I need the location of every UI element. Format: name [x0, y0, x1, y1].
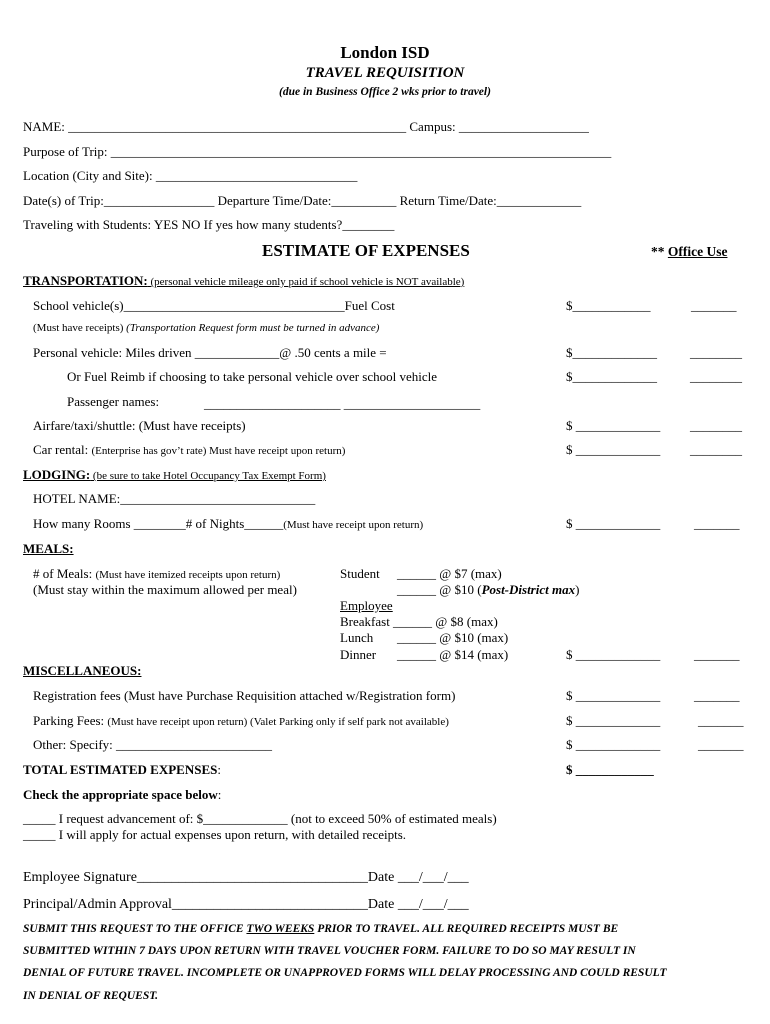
other-field[interactable]: Other: Specify: ________________________: [33, 737, 273, 752]
transportation-heading: TRANSPORTATION: (personal vehicle mileage only paid if school vehicle is NOT available): [23, 273, 465, 288]
trip-dates-field[interactable]: Date(s) of Trip:_________________ Departure Time/Date:__________ Return Time/Date:_____________: [23, 193, 582, 208]
parking-amount[interactable]: $ _____________: [566, 713, 661, 728]
rooms-nights-field[interactable]: How many Rooms ________# of Nights______(Must have receipt upon return): [33, 516, 424, 531]
name-campus-field[interactable]: NAME: ____________________________________________________ Campus: ____________________: [23, 119, 589, 134]
purpose-field[interactable]: Purpose of Trip: _____________________________________________________________________________: [23, 144, 612, 159]
misc-heading: MISCELLANEOUS:: [23, 663, 142, 678]
other-amount[interactable]: $ _____________: [566, 737, 661, 752]
footer-line-3: DENIAL OF FUTURE TRAVEL. INCOMPLETE OR UNAPPROVED FORMS WILL DELAY PROCESSING AND COULD RESULT: [23, 967, 667, 979]
lunch-label: Lunch: [340, 630, 374, 645]
car-rental-office: ________: [690, 442, 742, 457]
airfare-office: ________: [690, 418, 742, 433]
advance-heading: Check the appropriate space below:: [23, 787, 222, 802]
personal-amount[interactable]: $_____________: [566, 345, 657, 360]
breakfast-rate[interactable]: Breakfast ______ @ $8 (max): [340, 614, 498, 629]
parking-field: Parking Fees: (Must have receipt upon return) (Valet Parking only if self park not available): [33, 713, 449, 728]
lodging-amount[interactable]: $ _____________: [566, 516, 661, 531]
parking-office: _______: [698, 713, 744, 728]
students-field[interactable]: Traveling with Students: YES NO If yes how many students?________: [23, 217, 395, 232]
estimate-heading: ESTIMATE OF EXPENSES: [262, 241, 470, 260]
employee-signature-field[interactable]: Employee Signature_________________________________Date ___/___/___: [23, 870, 469, 885]
footer-line-1: SUBMIT THIS REQUEST TO THE OFFICE TWO WEEKS PRIOR TO TRAVEL. ALL REQUIRED RECEIPTS MUST BE: [23, 923, 619, 935]
dinner-rate[interactable]: ______ @ $14 (max): [397, 647, 509, 662]
due-note: (due in Business Office 2 wks prior to travel): [279, 86, 491, 98]
personal-office: ________: [690, 345, 742, 360]
form-title: TRAVEL REQUISITION: [305, 65, 465, 81]
lodging-office: _______: [694, 516, 740, 531]
student-rate-10[interactable]: ______ @ $10 (Post-District max): [397, 582, 580, 597]
airfare-field: Airfare/taxi/shuttle: (Must have receipts): [33, 418, 246, 433]
registration-amount[interactable]: $ _____________: [566, 688, 661, 703]
student-label: Student: [340, 566, 380, 581]
school-fuel-office: _______: [691, 298, 737, 313]
school-fuel-amount[interactable]: $____________: [566, 298, 651, 313]
principal-approval-field[interactable]: Principal/Admin Approval____________________________Date ___/___/___: [23, 897, 469, 912]
total-amount[interactable]: $ ____________: [566, 762, 654, 777]
meals-amount[interactable]: $ _____________: [566, 647, 661, 662]
registration-field: Registration fees (Must have Purchase Requisition attached w/Registration form): [33, 688, 456, 703]
footer-line-2: SUBMITTED WITHIN 7 DAYS UPON RETURN WITH TRAVEL VOUCHER FORM. FAILURE TO DO SO MAY RESULT IN: [23, 945, 636, 957]
meal-count-field[interactable]: # of Meals: (Must have itemized receipts upon return): [33, 566, 281, 581]
airfare-amount[interactable]: $ _____________: [566, 418, 661, 433]
advance-option-actual[interactable]: _____ I will apply for actual expenses upon return, with detailed receipts.: [23, 827, 407, 842]
advance-option-request[interactable]: _____ I request advancement of: $_____________ (not to exceed 50% of estimated meals): [23, 811, 497, 826]
receipts-note: (Must have receipts) (Transportation Request form must be turned in advance): [33, 322, 380, 334]
footer-line-4: IN DENIAL OF REQUEST.: [23, 990, 159, 1002]
location-field[interactable]: Location (City and Site): _______________________________: [23, 168, 358, 183]
personal-vehicle-field[interactable]: Personal vehicle: Miles driven _____________@ .50 cents a mile =: [33, 345, 387, 360]
district-name: London ISD: [340, 43, 430, 62]
hotel-name-field[interactable]: HOTEL NAME:______________________________: [33, 491, 316, 506]
total-label: TOTAL ESTIMATED EXPENSES:: [23, 762, 221, 777]
meals-office: _______: [694, 647, 740, 662]
passenger-names-label: Passenger names:: [67, 394, 160, 409]
car-rental-amount[interactable]: $ _____________: [566, 442, 661, 457]
employee-label: Employee: [340, 598, 393, 613]
passenger-names-field[interactable]: _____________________ _____________________: [204, 396, 481, 411]
fuel-reimb-field: Or Fuel Reimb if choosing to take personal vehicle over school vehicle: [67, 369, 438, 384]
other-office: _______: [698, 737, 744, 752]
school-vehicle-field[interactable]: School vehicle(s)__________________________________Fuel Cost: [33, 298, 395, 313]
registration-office: _______: [694, 688, 740, 703]
fuel-reimb-office: ________: [690, 369, 742, 384]
office-use-label: ** Office Use: [651, 244, 728, 259]
meals-heading: MEALS:: [23, 541, 74, 556]
dinner-label: Dinner: [340, 647, 377, 662]
lunch-rate[interactable]: ______ @ $10 (max): [397, 630, 509, 645]
meal-max-note: (Must stay within the maximum allowed per meal): [33, 582, 297, 597]
car-rental-field: Car rental: (Enterprise has gov’t rate) Must have receipt upon return): [33, 442, 346, 457]
fuel-reimb-amount[interactable]: $_____________: [566, 369, 657, 384]
lodging-heading: LODGING: (be sure to take Hotel Occupancy Tax Exempt Form): [23, 467, 326, 482]
student-rate-7[interactable]: ______ @ $7 (max): [397, 566, 502, 581]
